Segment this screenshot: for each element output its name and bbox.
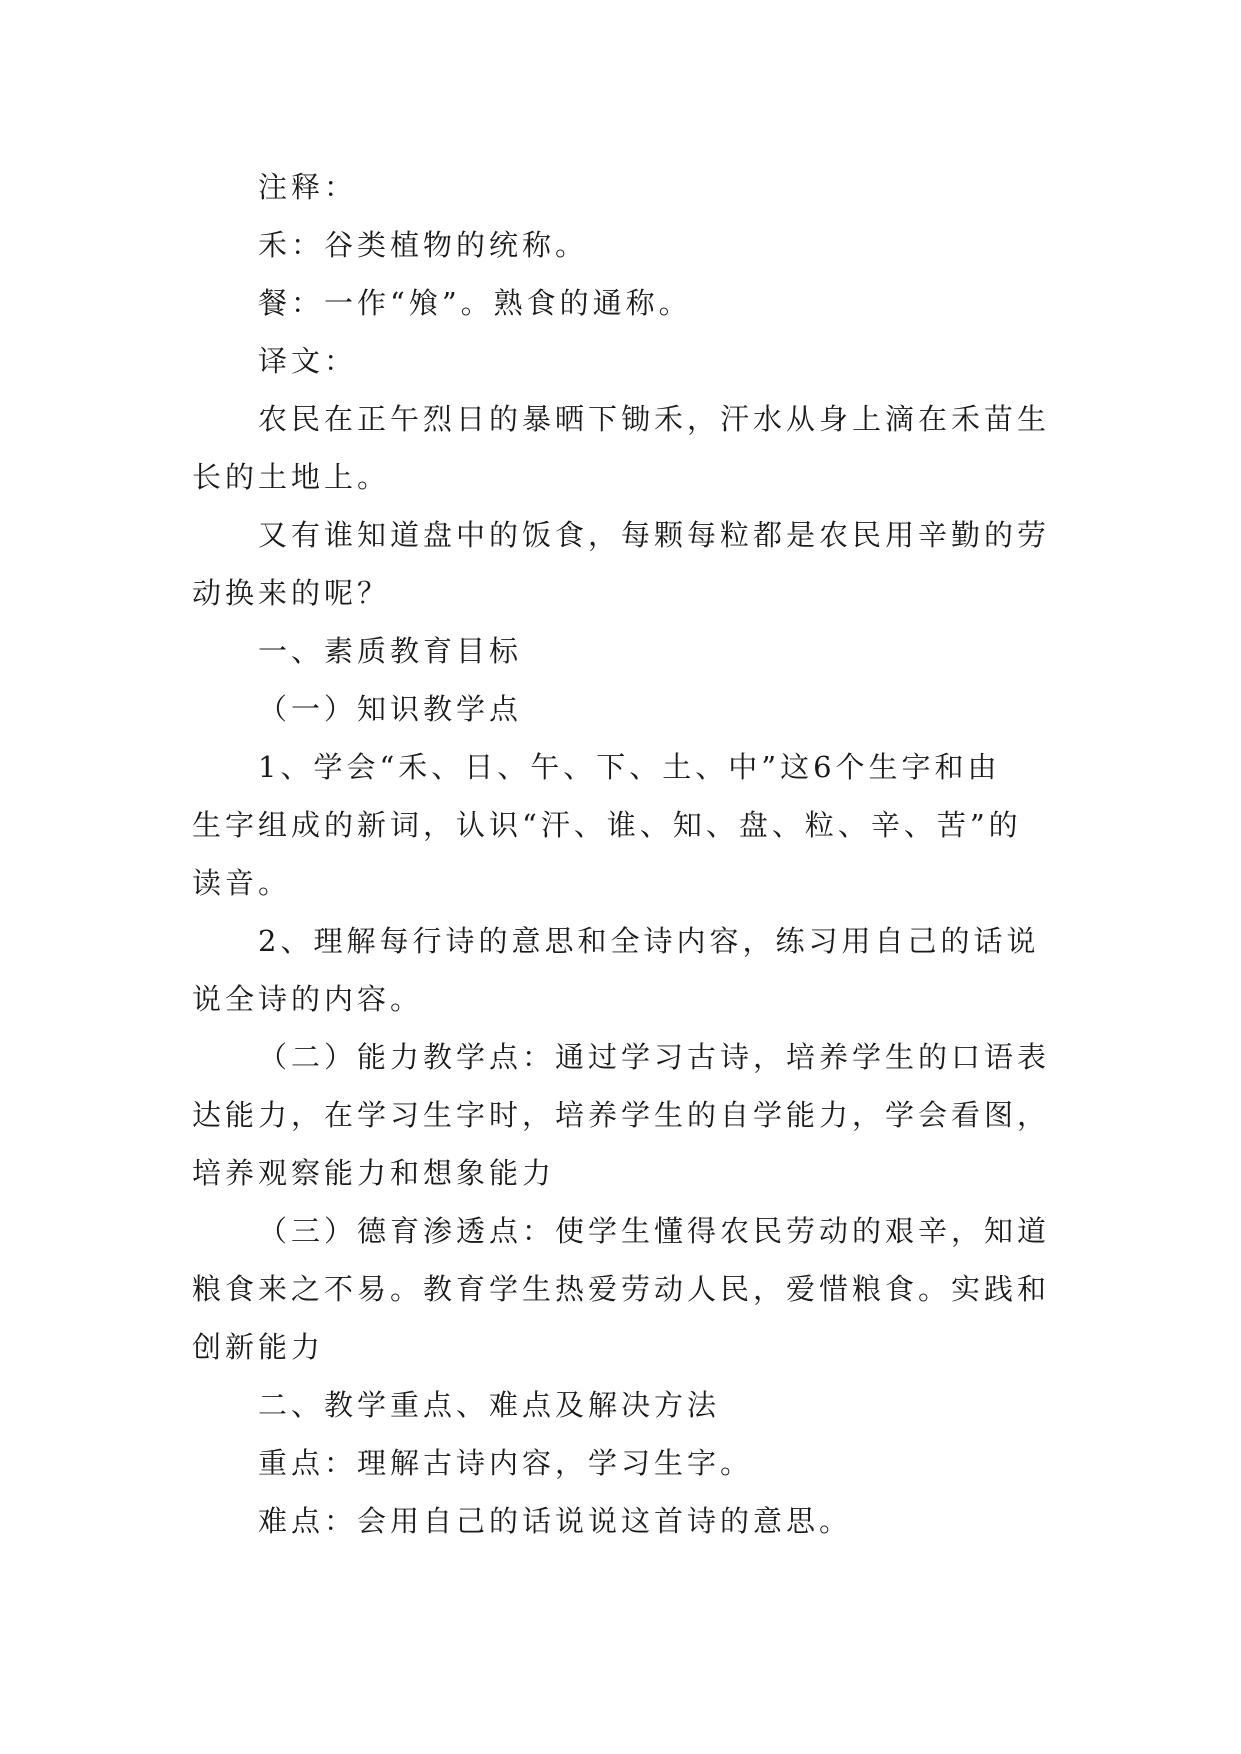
subsection-heading-knowledge xyxy=(192,680,1072,738)
note-he xyxy=(192,216,1072,274)
paragraph-line: （一）知识教学点 xyxy=(258,692,523,726)
paragraph-line: 二、教学重点、难点及解决方法 xyxy=(258,1388,721,1422)
paragraph-line: 禾：谷类植物的统称。 xyxy=(258,228,589,262)
difficult-point xyxy=(192,1492,1072,1550)
paragraph-line: 一、素质教育目标 xyxy=(258,634,523,668)
paragraph-line: 培养观察能力和想象能力 xyxy=(192,1156,556,1190)
paragraph-line: 餐：一作“飧”。熟食的通称。 xyxy=(258,286,692,320)
translation-paragraph-1 xyxy=(192,390,1072,506)
translation-paragraph-2 xyxy=(192,506,1072,622)
paragraph-line: 生字组成的新词，认识“汗、谁、知、盘、粒、辛、苦”的 xyxy=(192,808,1022,842)
section-heading-goals xyxy=(192,622,1072,680)
moral-paragraph xyxy=(192,1202,1072,1376)
ability-paragraph xyxy=(192,1028,1072,1202)
paragraph-line: 又有谁知道盘中的饭食，每颗每粒都是农民用辛勤的劳 xyxy=(258,518,1051,552)
paragraph-line: 长的土地上。 xyxy=(192,460,391,494)
notes-heading xyxy=(192,158,1072,216)
key-point xyxy=(192,1434,1072,1492)
document-page xyxy=(192,158,1072,1550)
paragraph-line: 难点：会用自己的话说说这首诗的意思。 xyxy=(258,1504,853,1538)
knowledge-item-2 xyxy=(192,912,1072,1028)
paragraph-line: 2、理解每行诗的意思和全诗内容，练习用自己的话说 xyxy=(258,924,1040,958)
note-can xyxy=(192,274,1072,332)
paragraph-line: 1、学会“禾、日、午、下、土、中”这6个生字和由 xyxy=(258,750,1001,784)
paragraph-line: 说全诗的内容。 xyxy=(192,982,424,1016)
translation-heading xyxy=(192,332,1072,390)
knowledge-item-1 xyxy=(192,738,1072,912)
paragraph-line: （二）能力教学点：通过学习古诗，培养学生的口语表 xyxy=(258,1040,1051,1074)
paragraph-line: 达能力，在学习生字时，培养学生的自学能力，学会看图， xyxy=(192,1098,1051,1132)
paragraph-line: 读音。 xyxy=(192,866,292,900)
paragraph-line: 重点：理解古诗内容，学习生字。 xyxy=(258,1446,754,1480)
paragraph-line: 译文： xyxy=(258,344,358,378)
paragraph-line: 创新能力 xyxy=(192,1330,325,1364)
paragraph-line: 粮食来之不易。教育学生热爱劳动人民，爱惜粮食。实践和 xyxy=(192,1272,1051,1306)
paragraph-line: 农民在正午烈日的暴晒下锄禾，汗水从身上滴在禾苗生 xyxy=(258,402,1051,436)
paragraph-line: 动换来的呢？ xyxy=(192,576,391,610)
section-heading-key-points xyxy=(192,1376,1072,1434)
paragraph-line: 注释： xyxy=(258,170,358,204)
paragraph-line: （三）德育渗透点：使学生懂得农民劳动的艰辛，知道 xyxy=(258,1214,1051,1248)
